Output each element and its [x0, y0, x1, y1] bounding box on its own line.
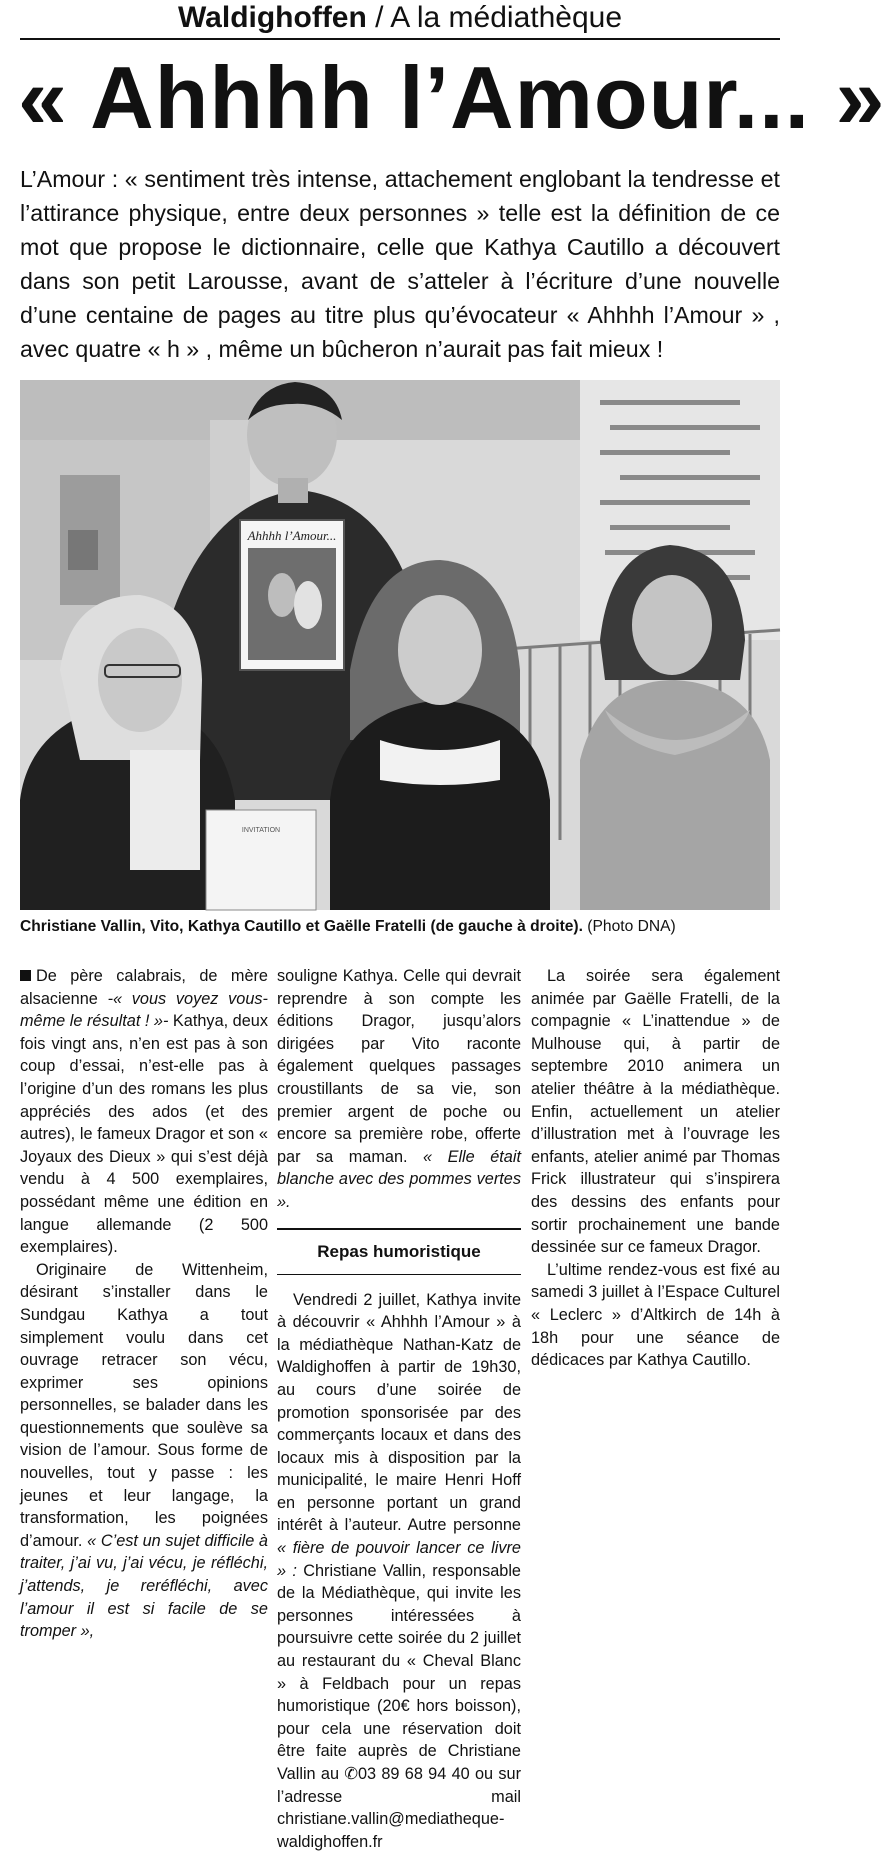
body-text: Originaire de Wittenheim, désirant s’installer dans le Sundgau Kathya a tout simplement voulu dans cet ouvrage retracer son vécu, exprimer ses opinions personnelles, se balader dans les questionnements que soulève sa vision de l’amour. Sous forme de nouvelles, tout y passe : les jeunes et leur langage, la transformation, les poignées d’amour.: [20, 1260, 268, 1550]
lead-paragraph: L’Amour : « sentiment très intense, attachement englobant la tendresse et l’attirance physique, entre deux personnes » telle est la définition de ce mot que propose le dictionnaire, celle que Kathya Cautillo a découvert dans son petit Larousse, avant de s’atteler à l’écriture d’une nouvelle d’une centaine de pages au titre plus qu’évocateur « Ahhhh l’Amour » , avec quatre « h » , même un bûcheron n’aurait pas fait mieux !: [20, 166, 780, 362]
body-paragraph: [20, 965, 268, 1259]
kicker-rule: [20, 38, 780, 40]
caption-names: Christiane Vallin, Vito, Kathya Cautillo et Gaëlle Fratelli (de gauche à droite).: [20, 918, 583, 935]
book-cover-title: Ahhhh l’Amour...: [247, 528, 337, 543]
body-text: Vendredi 2 juillet, Kathya invite à découvrir « Ahhhh l’Amour » à la médiathèque Nathan-Katz de Waldighoffen à partir de 19h30, au cours d’une soirée de promotion sponsorisée par des commerçants locaux et dans des locaux mis à disposition par la municipalité, le maire Henri Hoff en personne portant un grand intérêt à l’auteur. Autre personne: [277, 1290, 521, 1535]
body-quote: « fière de pouvoir lancer ce livre » :: [277, 1539, 521, 1580]
body-quote: -« vous voyez vous-même le résultat ! »-: [20, 989, 268, 1031]
body-text: De père calabrais, de mère alsacienne: [20, 967, 268, 1008]
body-text: souligne Kathya. Celle qui devrait reprendre à son compte les éditions Dragor, jusqu’alors dirigées par Vito raconte également quelques passages croustillants de sa vie, son premier argent de poche ou encore sa première robe, offerte par sa maman.: [277, 967, 521, 1166]
body-paragraph: La soirée sera également animée par Gaëlle Fratelli, de la compagnie « L’inattendue » de Mulhouse qui, à partir de septembre 2010 animera un atelier théâtre à la médiathèque. Enfin, actuellement un atelier d’illustration met à l’ouvrage les enfants, atelier animé par Thomas Frick illustrateur qui s’inspirera des dessins des enfants pour sortir prochainement une bande dessinée sur ce fameux Dragor.: [531, 967, 780, 1257]
subhead-rule-bottom: [277, 1274, 521, 1275]
kicker-place: Waldighoffen: [177, 1, 367, 34]
article-column-3: [531, 965, 780, 1372]
body-paragraph: [277, 1289, 521, 1853]
article-column-2: [277, 965, 521, 1853]
body-text: Kathya, deux fois vingt ans, n’en est pas à son coup d’essai, n’est-elle pas à l’origine d’un des romans les plus appréciés des ados (et des autres), le fameux Dragor et son « Joyaux des Dieux » qui s’est déjà vendu à 4 500 exemplaires, possédant même une édition en langue allemande (2 500 exemplaires).: [20, 1012, 268, 1257]
kicker-rubric: A la médiathèque: [390, 1, 623, 34]
subheading: Repas humoristique: [317, 1241, 481, 1261]
invitation-sheet-label: INVITATION: [241, 827, 281, 834]
article-column-1: [20, 965, 268, 1643]
photo-caption: [20, 916, 780, 938]
body-paragraph: [277, 965, 521, 1214]
kicker-separator: /: [366, 1, 391, 34]
body-paragraph: L’ultime rendez-vous est fixé au samedi 3 juillet à l’Espace Culturel « Leclerc » d’Altkirch de 14h à 18h pour une séance de dédicaces par Kathya Cautillo.: [531, 1260, 780, 1370]
body-paragraph: [20, 1259, 268, 1643]
subhead-rule-top: [277, 1228, 521, 1230]
article-photo: [20, 380, 780, 910]
paragraph-bullet-icon: [20, 970, 31, 981]
caption-credit: (Photo DNA): [582, 918, 676, 935]
body-text: Christiane Vallin, responsable de la Médiathèque, qui invite les personnes intéressées à poursuivre cette soirée du 2 juillet au restaurant du « Cheval Blanc » à Feldbach pour un repas humoristique (20€ hors boisson), pour cela une réservation doit être faite auprès de Christiane Vallin au ✆03 89 68 94 40 ou sur l’adresse mail christiane.vallin@mediatheque-waldighoffen.fr: [277, 1561, 521, 1851]
body-quote: « Elle était blanche avec des pommes vertes ».: [277, 1147, 521, 1211]
headline: « Ahhhh l’Amour... »: [18, 48, 885, 147]
body-quote: « C’est un sujet difficile à traiter, j’ai vu, j’ai vécu, je réfléchi, j’attends, je reréfléchi, avec l’amour il est si facile de se tromper »,: [20, 1531, 268, 1641]
article-kicker: [0, 0, 800, 40]
